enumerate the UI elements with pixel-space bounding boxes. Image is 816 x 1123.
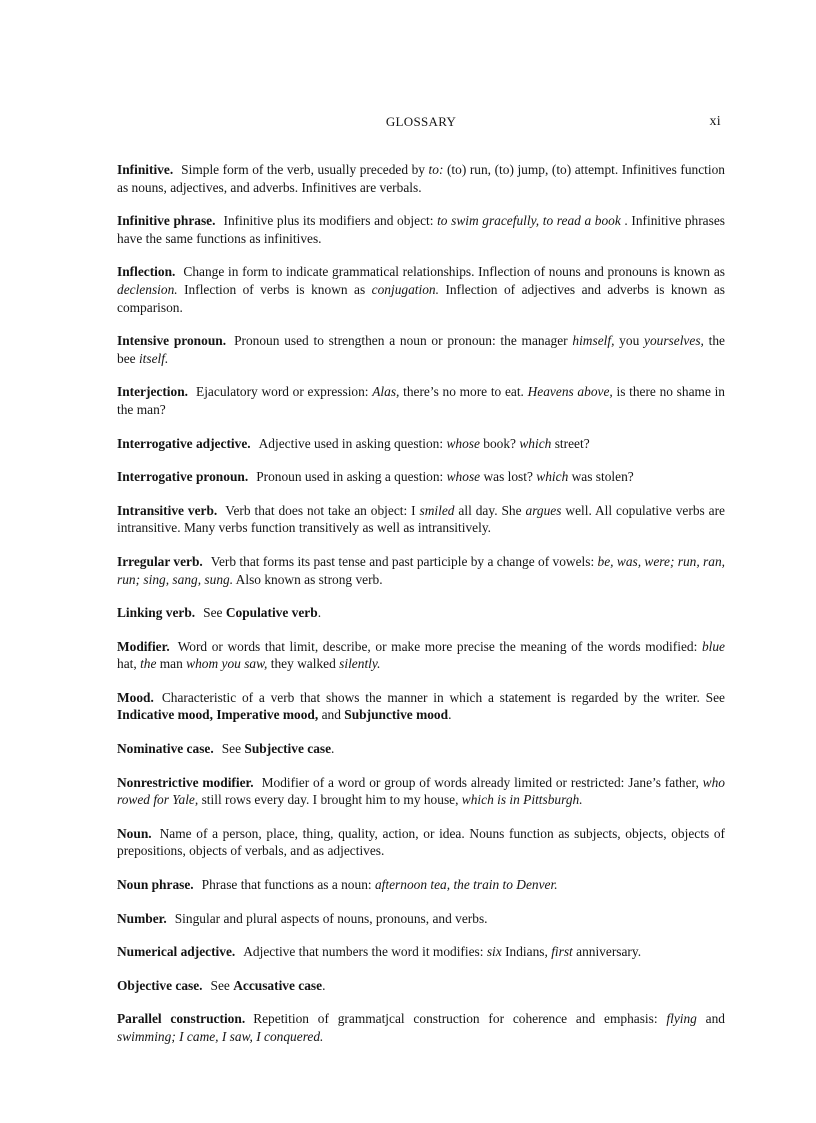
definition-text: and <box>696 1011 726 1027</box>
glossary-term: Intensive pronoun. <box>117 333 227 349</box>
definition-text: See <box>210 977 234 993</box>
glossary-term: Intransitive verb. <box>117 502 218 518</box>
glossary-term: Infinitive phrase. <box>117 213 216 229</box>
glossary-entry <box>117 1010 725 1045</box>
glossary-entry <box>117 876 725 894</box>
example-text: Heavens above, <box>527 384 613 400</box>
example-text: whose <box>446 469 481 485</box>
glossary-entries <box>117 161 725 1062</box>
running-head <box>117 114 725 130</box>
glossary-entry <box>117 553 725 588</box>
glossary-entry <box>117 502 725 537</box>
glossary-term: Infinitive. <box>117 162 174 177</box>
definition-text: anniversary. <box>572 944 642 960</box>
glossary-definition <box>203 605 321 620</box>
glossary-entry <box>117 943 725 961</box>
glossary-term: Noun phrase. <box>117 877 194 893</box>
glossary-term: Interrogative pronoun. <box>117 469 249 485</box>
example-text: be, was, were; run, ran, run; sing, sang, sung. <box>117 553 726 587</box>
glossary-definition <box>202 877 558 892</box>
example-text: declension. <box>117 281 178 297</box>
glossary-definition <box>117 384 725 417</box>
definition-text: Pronoun used to strengthen a noun or pronoun: the manager <box>234 333 573 349</box>
example-text: yourselves, <box>644 333 704 349</box>
cross-reference: Subjective case <box>244 741 332 757</box>
definition-text: Also known as strong verb. <box>233 571 383 587</box>
glossary-term: Interrogative adjective. <box>117 435 251 451</box>
glossary-definition <box>259 436 590 451</box>
definition-text: See <box>221 741 245 757</box>
cross-reference: Indicative mood, Imperative mood, <box>117 707 319 723</box>
example-text: who rowed for Yale, <box>117 774 725 808</box>
glossary-entry <box>117 910 725 928</box>
glossary-entry <box>117 383 725 418</box>
glossary-term: Objective case. <box>117 977 203 993</box>
definition-text: . <box>322 977 326 993</box>
definition-text: Infinitive plus its modifiers and object: <box>223 213 438 229</box>
glossary-entry <box>117 332 725 367</box>
definition-text: Pronoun used in asking a question: <box>256 469 447 485</box>
definition-text: Adjective that numbers the word it modifies: <box>243 944 487 960</box>
definition-text: . Infinitive phrases have the same functions as infinitives. <box>117 213 725 246</box>
glossary-term: Interjection. <box>117 384 189 400</box>
example-text: which is in Pittsburgh. <box>461 792 583 808</box>
glossary-definition <box>117 690 725 723</box>
glossary-definition <box>117 826 725 859</box>
glossary-entry <box>117 825 725 860</box>
example-text: smiled <box>419 502 455 518</box>
definition-text: Singular and plural aspects of nouns, pronouns, and verbs. <box>174 910 488 926</box>
example-text: itself. <box>138 350 169 366</box>
glossary-definition <box>117 554 725 587</box>
glossary-term: Parallel construction. <box>117 1011 246 1027</box>
glossary-definition <box>117 639 725 672</box>
glossary-definition <box>256 469 634 484</box>
definition-text: Change in form to indicate grammatical relationships. Inflection of nouns and pronouns is known as <box>183 264 725 280</box>
glossary-entry <box>117 638 725 673</box>
glossary-entry <box>117 161 725 196</box>
glossary-term: Numerical adjective. <box>117 944 236 960</box>
glossary-entry <box>117 435 725 453</box>
glossary-definition <box>117 264 725 314</box>
definition-text: Verb that forms its past tense and past participle by a change of vowels: <box>210 553 598 569</box>
definition-text: you <box>614 333 645 349</box>
definition-text: the bee <box>117 333 726 366</box>
definition-text: . <box>448 707 452 723</box>
definition-text: Verb that does not take an object: I <box>225 502 420 518</box>
glossary-term: Inflection. <box>117 264 176 280</box>
definition-text: . <box>331 741 335 757</box>
glossary-definition <box>175 911 488 926</box>
glossary-definition <box>222 741 335 756</box>
glossary-entry <box>117 689 725 724</box>
running-head-title: GLOSSARY <box>385 114 457 129</box>
definition-text: is there no shame in the man? <box>117 384 726 417</box>
glossary-definition <box>243 944 641 959</box>
definition-text: Adjective used in asking question: <box>258 435 447 451</box>
cross-reference: Subjunctive mood <box>344 707 449 723</box>
example-text: to: <box>428 162 444 177</box>
definition-text: Simple form of the verb, usually preceded by <box>181 162 429 177</box>
glossary-entry <box>117 774 725 809</box>
glossary-term: Noun. <box>117 825 152 841</box>
cross-reference: Accusative case <box>233 977 323 993</box>
example-text: argues <box>525 502 562 518</box>
example-text: himself, <box>572 333 615 349</box>
example-text: to swim gracefully, to read a book <box>437 213 621 229</box>
example-text: whose <box>446 435 480 451</box>
glossary-entry <box>117 212 725 247</box>
glossary-definition <box>117 162 725 195</box>
example-text: blue <box>701 638 725 654</box>
definition-text: See <box>203 605 226 621</box>
definition-text: all day. She <box>454 502 526 518</box>
example-text: six <box>486 944 502 960</box>
example-text: Alas, <box>372 384 400 400</box>
cross-reference: Copulative verb <box>225 605 318 621</box>
definition-text: Indians, <box>501 944 552 960</box>
example-text: afternoon tea, the train to Denver. <box>374 877 558 893</box>
definition-text: (to) run, (to) jump, (to) attempt. Infinitives function as nouns, adjectives, and adverbs. Infinitives are verbals. <box>117 162 725 195</box>
example-text: flying <box>666 1011 697 1027</box>
glossary-term: Modifier. <box>117 638 170 654</box>
glossary-entry <box>117 977 725 995</box>
definition-text: book? <box>479 435 520 451</box>
example-text: which <box>519 435 552 451</box>
glossary-entry <box>117 468 725 486</box>
example-text: whom you saw, <box>186 656 268 672</box>
example-text: which <box>536 469 569 485</box>
definition-text: . <box>317 605 322 621</box>
glossary-definition <box>211 978 326 993</box>
definition-text: still rows every day. I brought him to my house, <box>198 792 462 808</box>
glossary-entry <box>117 604 725 622</box>
definition-text: well. All copulative verbs are intransitive. Many verbs function transitively as well as intransitively. <box>117 502 725 536</box>
example-text: the <box>140 656 157 672</box>
definition-text: Characteristic of a verb that shows the manner in which a statement is regarded by the writer. See <box>161 689 725 705</box>
definition-text: was lost? <box>480 469 537 485</box>
glossary-term: Mood. <box>117 689 154 705</box>
definition-text: man <box>156 656 187 672</box>
page-number: xi <box>709 114 721 129</box>
definition-text: Word or words that limit, describe, or make more precise the meaning of the words modified: <box>177 638 702 654</box>
definition-text: they walked <box>267 656 340 672</box>
example-text: swimming; I came, I saw, I conquered. <box>117 1029 324 1044</box>
glossary-term: Nominative case. <box>117 741 214 757</box>
definition-text: was stolen? <box>568 469 634 485</box>
glossary-term: Linking verb. <box>117 605 196 621</box>
definition-text: hat, <box>117 656 141 672</box>
definition-text: Inflection of adjectives and adverbs is known as comparison. <box>117 281 725 315</box>
definition-text: there’s no more to eat. <box>399 384 528 400</box>
example-text: conjugation. <box>371 281 439 297</box>
definition-text: Modifier of a word or group of words already limited or restricted: Jane’s father, <box>261 774 703 790</box>
definition-text: Inflection of verbs is known as <box>177 281 372 297</box>
definition-text: Repetition of grammatjcal construction for coherence and emphasis: <box>253 1011 667 1027</box>
definition-text: street? <box>551 435 590 451</box>
glossary-term: Number. <box>117 910 167 926</box>
example-text: silently. <box>339 656 381 672</box>
definition-text: Name of a person, place, thing, quality, action, or idea. Nouns function as subjects, objects, objects of prepositions, objects of verbals, and as adjectives. <box>117 825 725 859</box>
example-text: first <box>551 944 573 960</box>
glossary-entry <box>117 263 725 316</box>
definition-text: and <box>318 707 345 723</box>
glossary-entry <box>117 740 725 758</box>
glossary-term: Nonrestrictive modifier. <box>117 774 254 790</box>
glossary-term: Irregular verb. <box>117 553 203 569</box>
definition-text: Ejaculatory word or expression: <box>196 384 373 400</box>
definition-text: Phrase that functions as a noun: <box>201 877 375 893</box>
